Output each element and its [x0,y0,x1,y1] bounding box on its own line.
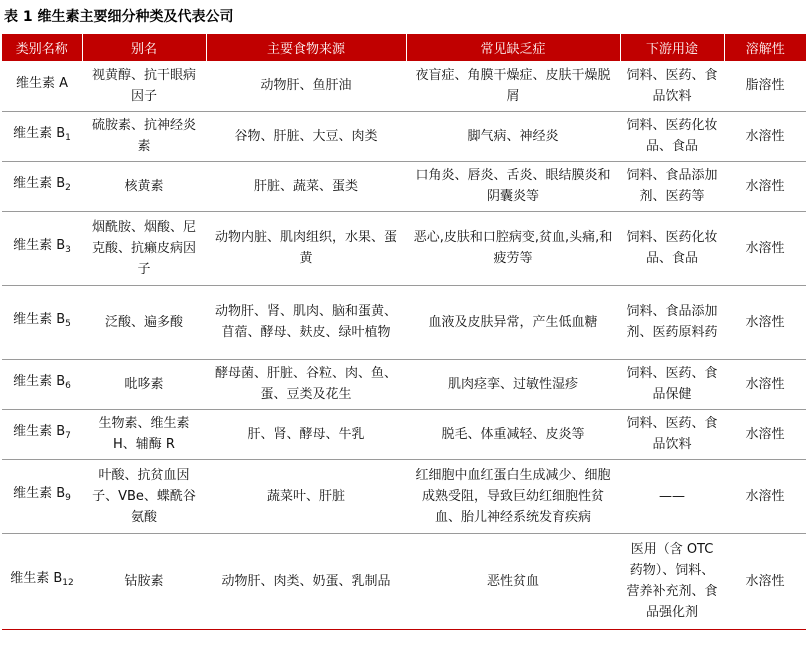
source-cell: 酵母菌、肝脏、谷粒、肉、鱼、蛋、豆类及花生 [206,359,406,409]
deficiency-cell: 脱毛、体重减轻、皮炎等 [406,409,620,459]
table-row [2,211,806,285]
deficiency-cell: 血液及皮肤异常，产生低血糖 [406,285,620,359]
solubility-cell: 水溶性 [724,533,806,629]
deficiency-cell: 红细胞中血红蛋白生成减少、细胞成熟受阻，导致巨幼红细胞性贫血、胎儿神经系统发育疾病 [406,459,620,533]
alias-cell: 核黄素 [82,161,206,211]
alias-cell: 视黄醇、抗干眼病因子 [82,61,206,111]
solubility-cell: 水溶性 [724,111,806,161]
deficiency-cell: 恶心,皮肤和口腔病变,贫血,头痛,和疲劳等 [406,211,620,285]
solubility-cell: 水溶性 [724,359,806,409]
usage-cell: 饲料、食品添加剂、医药等 [620,161,724,211]
source-cell: 谷物、肝脏、大豆、肉类 [206,111,406,161]
category-name: 维生素 B [13,374,66,389]
deficiency-cell: 口角炎、唇炎、舌炎、眼结膜炎和阴囊炎等 [406,161,620,211]
category-cell [2,161,82,211]
category-subscript: 6 [65,381,71,391]
header-deficiency: 常见缺乏症 [406,34,620,61]
category-name: 维生素 A [15,75,69,91]
deficiency-cell: 恶性贫血 [406,533,620,629]
header-solubility: 溶解性 [724,34,806,61]
usage-cell: —— [620,459,724,533]
category-cell [2,111,82,161]
category-cell [2,359,82,409]
solubility-cell: 水溶性 [724,285,806,359]
deficiency-cell: 脚气病、神经炎 [406,111,620,161]
table-number: 表 1 [4,9,33,25]
table-row [2,409,806,459]
category-name: 维生素 B [13,312,66,327]
usage-cell: 饲料、医药、食品饮料 [620,409,724,459]
usage-cell: 医用（含 OTC 药物）、饲料、营养补充剂、食品强化剂 [620,533,724,629]
category-cell [2,285,82,359]
table-row [2,61,806,111]
table-row [2,111,806,161]
usage-cell: 饲料、医药化妆品、食品 [620,211,724,285]
category-cell [2,533,82,629]
usage-cell: 饲料、食品添加剂、医药原料药 [620,285,724,359]
alias-cell: 叶酸、抗贫血因子、VBe、蝶酰谷氨酸 [82,459,206,533]
source-cell: 动物肝、肉类、奶蛋、乳制品 [206,533,406,629]
table-title: 维生素主要细分种类及代表公司 [37,9,234,25]
header-row [2,34,806,61]
source-cell: 动物肝、肾、肌肉、脑和蛋黄、苜蓿、酵母、麸皮、绿叶植物 [206,285,406,359]
solubility-cell: 水溶性 [724,459,806,533]
table-row [2,161,806,211]
table-row [2,285,806,359]
category-cell [2,211,82,285]
category-subscript: 7 [65,431,71,441]
source-cell: 动物内脏、肌肉组织，水果、蛋黄 [206,211,406,285]
alias-cell: 硫胺素、抗神经炎素 [82,111,206,161]
source-cell: 动物肝、鱼肝油 [206,61,406,111]
category-cell [2,459,82,533]
solubility-cell: 脂溶性 [724,61,806,111]
alias-cell: 生物素、维生素 H、辅酶 R [82,409,206,459]
usage-cell: 饲料、医药、食品保健 [620,359,724,409]
source-cell: 蔬菜叶、肝脏 [206,459,406,533]
solubility-cell: 水溶性 [724,409,806,459]
deficiency-cell: 夜盲症、角膜干燥症、皮肤干燥脱屑 [406,61,620,111]
usage-cell: 饲料、医药、食品饮料 [620,61,724,111]
category-name: 维生素 B [13,126,66,141]
solubility-cell: 水溶性 [724,161,806,211]
alias-cell: 泛酸、遍多酸 [82,285,206,359]
table-row [2,459,806,533]
category-subscript: 12 [62,578,74,588]
category-cell [2,409,82,459]
vitamin-table [2,34,806,630]
usage-cell: 饲料、医药化妆品、食品 [620,111,724,161]
solubility-cell: 水溶性 [724,211,806,285]
source-cell: 肝脏、蔬菜、蛋类 [206,161,406,211]
category-subscript: 2 [65,183,71,193]
header-usage: 下游用途 [620,34,724,61]
header-category: 类别名称 [2,34,82,61]
table-caption [0,0,810,34]
table-row [2,359,806,409]
category-subscript: 5 [65,319,71,329]
table-row [2,533,806,629]
source-cell: 肝、肾、酵母、牛乳 [206,409,406,459]
category-subscript: 1 [65,133,71,143]
alias-cell: 钴胺素 [82,533,206,629]
category-name: 维生素 B [13,486,66,501]
category-name: 维生素 B [13,424,66,439]
deficiency-cell: 肌肉痉挛、过敏性湿疹 [406,359,620,409]
category-name: 维生素 B [13,238,66,253]
category-name: 维生素 B [10,571,63,586]
alias-cell: 吡哆素 [82,359,206,409]
category-subscript: 9 [65,493,71,503]
header-food-source: 主要食物来源 [206,34,406,61]
category-cell [2,61,82,111]
header-alias: 别名 [82,34,206,61]
category-name: 维生素 B [13,176,66,191]
alias-cell: 烟酰胺、烟酸、尼克酸、抗癞皮病因子 [82,211,206,285]
category-subscript: 3 [65,245,71,255]
